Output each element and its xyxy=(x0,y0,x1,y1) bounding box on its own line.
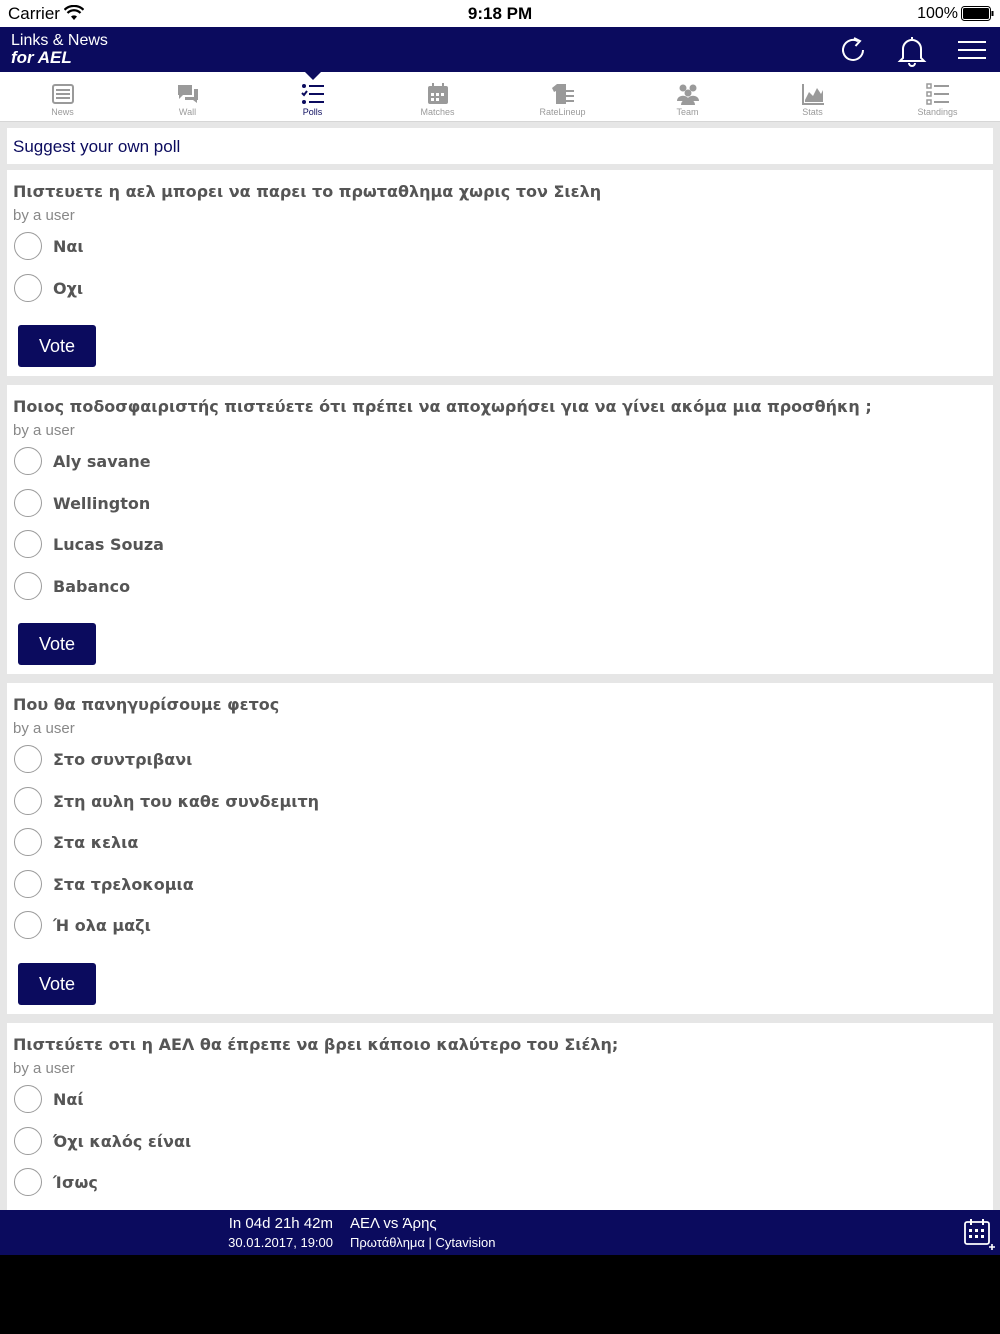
radio-button[interactable] xyxy=(14,787,42,815)
poll-card xyxy=(7,1023,993,1210)
radio-button[interactable] xyxy=(14,274,42,302)
match-competition: Πρωτάθλημα | Cytavision xyxy=(350,1235,496,1250)
tab-ratelineup-label: RateLineup xyxy=(539,107,586,117)
tab-matches[interactable] xyxy=(375,72,500,122)
radio-button[interactable] xyxy=(14,232,42,260)
vote-button[interactable]: Vote xyxy=(18,963,96,1005)
poll-option[interactable] xyxy=(14,1125,614,1157)
radio-button[interactable] xyxy=(14,911,42,939)
match-datetime: 30.01.2017, 19:00 xyxy=(228,1235,333,1250)
tab-wall[interactable] xyxy=(125,72,250,122)
tab-bar xyxy=(0,72,1000,122)
poll-option-label: Aly savane xyxy=(53,452,151,471)
poll-option-label: Ναί xyxy=(53,1090,84,1109)
polls-icon xyxy=(301,82,325,106)
poll-card xyxy=(7,170,993,376)
battery-percentage: 100% xyxy=(917,5,958,22)
vote-button[interactable]: Vote xyxy=(18,623,96,665)
poll-option[interactable] xyxy=(14,868,614,900)
poll-option[interactable] xyxy=(14,528,614,560)
poll-card xyxy=(7,385,993,674)
calendar-icon xyxy=(426,82,450,106)
poll-option-label: Lucas Souza xyxy=(53,535,164,554)
poll-option[interactable] xyxy=(14,230,614,262)
tab-team[interactable] xyxy=(625,72,750,122)
poll-author: by a user xyxy=(13,1060,75,1077)
radio-button[interactable] xyxy=(14,1085,42,1113)
poll-option-label: Όχι καλός είναι xyxy=(53,1132,192,1151)
radio-button[interactable] xyxy=(14,530,42,558)
tab-stats[interactable] xyxy=(750,72,875,122)
poll-option[interactable] xyxy=(14,445,614,477)
poll-question: Ποιος ποδοσφαιριστής πιστεύετε ότι πρέπει να αποχωρήσει για να γίνει ακόμα μια προσθήκη ; xyxy=(13,397,872,416)
poll-option-label: Ναι xyxy=(53,237,84,256)
poll-option-label: Στο συντριβανι xyxy=(53,750,193,769)
match-teams: ΑΕΛ vs Άρης xyxy=(350,1215,437,1232)
tab-stats-label: Stats xyxy=(802,107,823,117)
app-title-line1: Links & News xyxy=(11,32,108,49)
poll-author: by a user xyxy=(13,422,75,439)
tab-standings-label: Standings xyxy=(917,107,958,117)
suggest-poll-link[interactable] xyxy=(7,128,993,164)
poll-option[interactable] xyxy=(14,909,614,941)
radio-button[interactable] xyxy=(14,572,42,600)
poll-option[interactable] xyxy=(14,743,614,775)
notifications-button[interactable] xyxy=(895,33,929,67)
jersey-icon xyxy=(551,82,575,106)
add-to-calendar-icon[interactable] xyxy=(962,1216,996,1250)
poll-option[interactable] xyxy=(14,487,614,519)
tab-news-label: News xyxy=(51,107,74,117)
menu-button[interactable] xyxy=(955,33,989,67)
poll-question: Πιστεύετε οτι η ΑΕΛ θα έπρεπε να βρει κάποιο καλύτερο του Σιέλη; xyxy=(13,1035,619,1054)
poll-option-label: Ίσως xyxy=(53,1173,98,1192)
poll-option-label: Στα τρελοκομια xyxy=(53,875,194,894)
poll-option-label: Οχι xyxy=(53,279,84,298)
poll-option[interactable] xyxy=(14,1083,614,1115)
poll-option-label: Στα κελια xyxy=(53,833,139,852)
radio-button[interactable] xyxy=(14,870,42,898)
radio-button[interactable] xyxy=(14,489,42,517)
tab-standings[interactable] xyxy=(875,72,1000,122)
hamburger-menu-icon xyxy=(955,33,989,67)
poll-option[interactable] xyxy=(14,272,614,304)
poll-option[interactable] xyxy=(14,1166,614,1198)
tab-matches-label: Matches xyxy=(420,107,455,117)
tab-polls-label: Polls xyxy=(302,107,323,117)
tab-wall-label: Wall xyxy=(178,107,197,117)
status-bar xyxy=(0,0,1000,27)
battery-icon xyxy=(961,6,994,21)
radio-button[interactable] xyxy=(14,1168,42,1196)
tab-ratelineup[interactable] xyxy=(500,72,625,122)
poll-question: Που θα πανηγυρίσουμε φετος xyxy=(13,695,280,714)
radio-button[interactable] xyxy=(14,745,42,773)
poll-option[interactable] xyxy=(14,785,614,817)
radio-button[interactable] xyxy=(14,1127,42,1155)
app-header xyxy=(0,27,1000,72)
poll-card xyxy=(7,683,993,1014)
next-match-bar[interactable] xyxy=(0,1210,1000,1255)
suggest-poll-label: Suggest your own poll xyxy=(13,137,181,156)
app-title xyxy=(11,32,108,66)
tab-team-label: Team xyxy=(676,107,699,117)
news-icon xyxy=(51,82,75,106)
match-countdown: In 04d 21h 42m xyxy=(228,1215,333,1232)
wall-icon xyxy=(176,82,200,106)
tab-news[interactable] xyxy=(0,72,125,122)
active-tab-indicator xyxy=(305,72,321,80)
poll-option-label: Wellington xyxy=(53,494,151,513)
radio-button[interactable] xyxy=(14,828,42,856)
team-icon xyxy=(676,82,700,106)
poll-author: by a user xyxy=(13,720,75,737)
poll-option-label: Ή ολα μαζι xyxy=(53,916,151,935)
poll-question: Πιστευετε η αελ μπορει να παρει το πρωταθλημα χωρις τον Σιελη xyxy=(13,182,602,201)
stats-icon xyxy=(801,82,825,106)
poll-author: by a user xyxy=(13,207,75,224)
app-title-line2: for AEL xyxy=(11,48,72,67)
vote-button[interactable]: Vote xyxy=(18,325,96,367)
poll-option[interactable] xyxy=(14,570,614,602)
clock: 9:18 PM xyxy=(467,4,533,23)
bell-icon xyxy=(895,33,929,67)
refresh-icon xyxy=(836,33,870,67)
standings-icon xyxy=(926,82,950,106)
bottom-letterbox xyxy=(0,1255,1000,1334)
poll-option-label: Στη αυλη του καθε συνδεμιτη xyxy=(53,792,320,811)
refresh-button[interactable] xyxy=(836,33,870,67)
poll-option[interactable] xyxy=(14,826,614,858)
poll-option-label: Babanco xyxy=(53,577,131,596)
radio-button[interactable] xyxy=(14,447,42,475)
carrier-label: Carrier xyxy=(8,4,60,23)
